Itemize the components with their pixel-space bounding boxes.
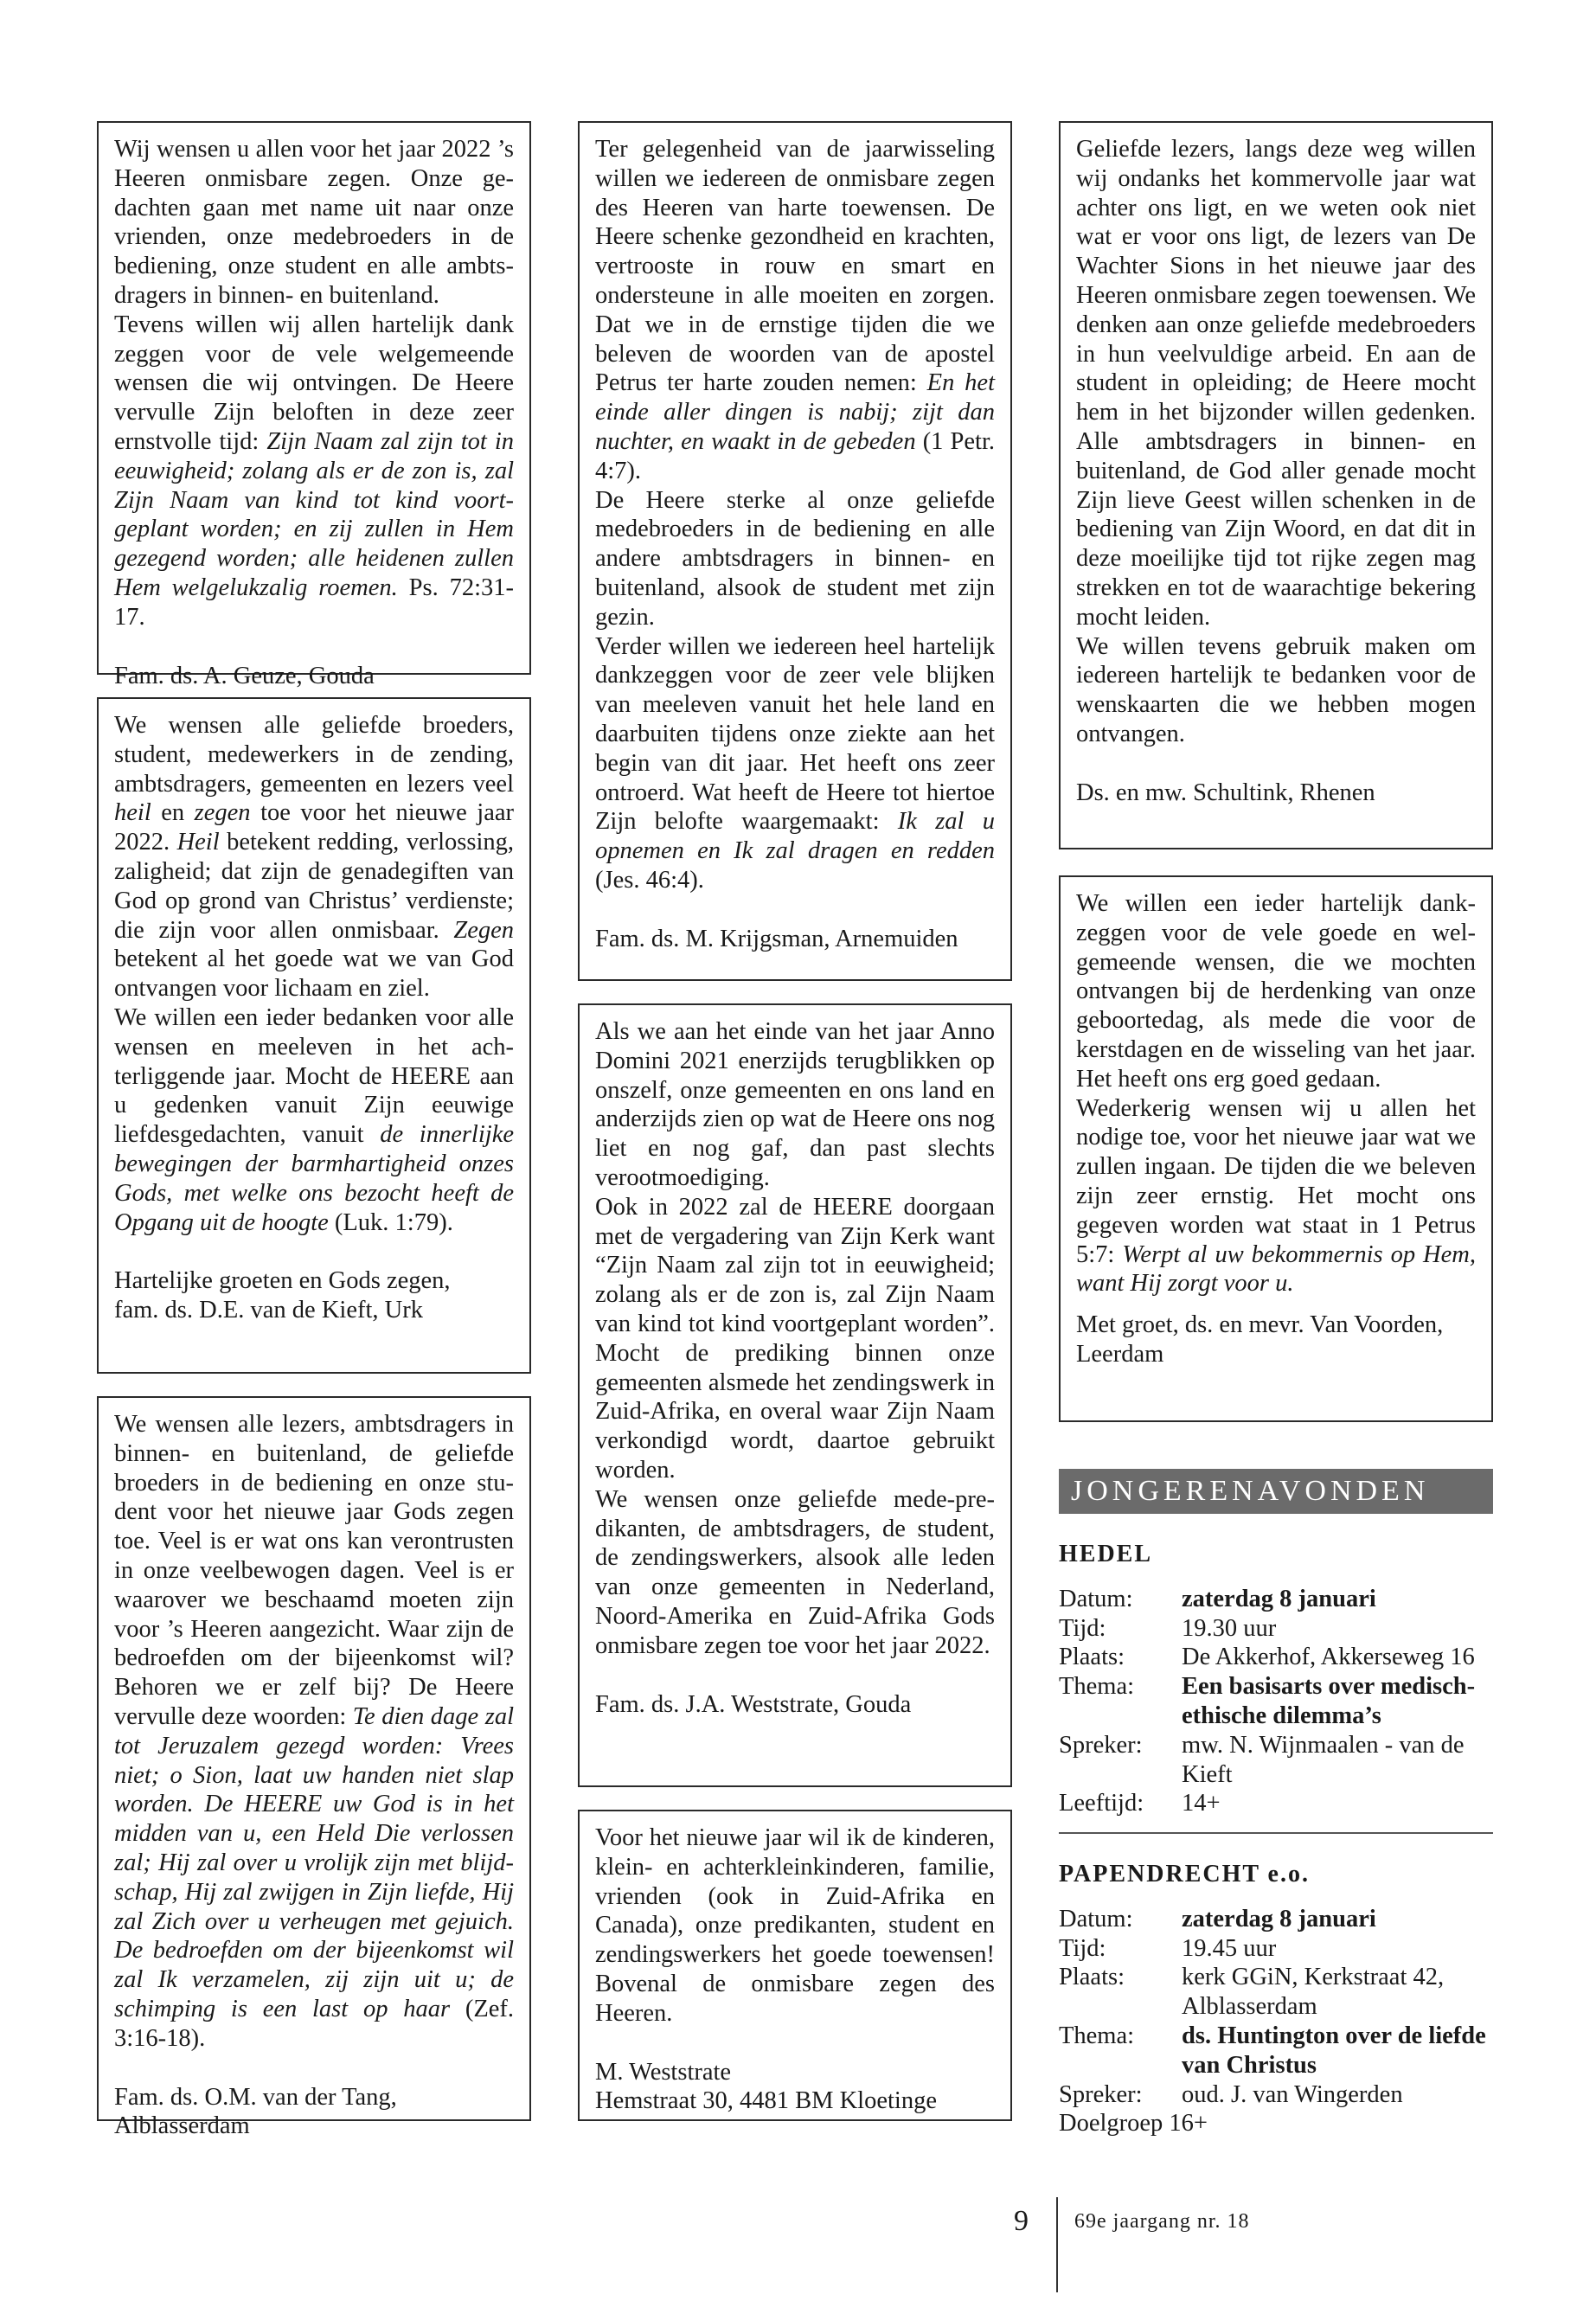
signature-line-2: Alblasserdam	[114, 2112, 250, 2140]
event-value: Een basisarts over medischethische dilemma’s	[1182, 1673, 1476, 1729]
event-place: PAPENDRECHT e.o.	[1059, 1861, 1310, 1888]
event-label: Datum:	[1059, 1905, 1133, 1932]
notice-geuze	[97, 121, 531, 689]
notice-van-der-tang	[97, 1396, 531, 2140]
notice-van-voorden	[1059, 875, 1493, 1422]
event-label: Plaats:	[1059, 1644, 1125, 1671]
event-row-theme	[1059, 1672, 1493, 1731]
notice-text: De Heere sterke al onze geliefde medebroeders in de bediening en alle andere ambtsdragers in binnen- en buitenland, alsook de student met zijn gezin.	[595, 486, 995, 631]
notice-text: We willen tevens gebruik maken om iedereen hartelijk te bedanken voor de wenskaarten die we hebben mogen ontvangen.	[1076, 632, 1476, 747]
event-divider	[1059, 1832, 1493, 1834]
notice-text: Wederkerig wensen wij u allen het nodige toe, voor het nieuwe jaar wat we zullen ingaan. De tijden die we beleven zijn zeer ernstig. Het mocht ons gegeven worden wat staat in 1 Petrus 5:7:	[1076, 1094, 1476, 1268]
event-value: 19.30 uur	[1182, 1614, 1277, 1642]
event-target-group: Doelgroep 16+	[1059, 2110, 1208, 2138]
event-row-date	[1059, 1585, 1493, 1614]
notice-text: Voor het nieuwe jaar wil ik de kinderen, klein- en achterkleinkinderen, familie, vrienden (ook in Zuid-Afrika en Canada), onze predikanten, student en zendingswerkers het goede toewensen! Bovenal de onmisbare zegen des Heeren.	[595, 1824, 995, 2027]
signature: Fam. ds. M. Krijgsman, Arnemuiden	[595, 925, 958, 952]
signature: Ds. en mw. Schultink, Rhenen	[1076, 779, 1375, 806]
event-value: De Akkerhof, Akkerseweg 16	[1182, 1644, 1475, 1671]
scripture-quote: Ik zal u opnemen en Ik zal dragen en redden	[595, 808, 995, 865]
signature: Fam. ds. O.M. van der Tang,	[114, 2083, 397, 2111]
signature: Fam. ds. A. Geuze, Gouda	[114, 662, 375, 689]
notice-text: betekent redding, verlossing, zaligheid; dat zijn de genadegiften van God op grond van Christus’ verdienste; die zijn voor allen onmisbaar.	[114, 829, 514, 944]
event-value: 19.45 uur	[1182, 1934, 1277, 1962]
event-row-time	[1059, 1934, 1493, 1964]
notice-text: toe voor het nieuwe jaar 2022.	[114, 799, 514, 856]
event-row-place	[1059, 1643, 1493, 1672]
event-value: zaterdag 8 januari	[1182, 1905, 1376, 1932]
event-value: 14+	[1182, 1790, 1221, 1817]
event-row-speaker	[1059, 2080, 1493, 2110]
event-place: HEDEL	[1059, 1541, 1153, 1567]
emphasis: heil	[114, 799, 151, 827]
notice-text: Verder willen we iedereen heel hartelijk dankzeggen voor de zeer vele blijken van meeleven vanuit het hele land en daarbuiten tijdens onze ziekte aan het begin van dit jaar. Het heeft ons zeer ontroerd. Wat heeft de Heere tot hiertoe Zijn belofte waargemaakt:	[595, 632, 995, 836]
scripture-ref: (Luk. 1:79).	[328, 1208, 453, 1236]
scripture-ref: Ps. 72:31-17.	[114, 574, 514, 631]
event-value: kerk GGiN, Kerkstraat 42, Alblasserdam	[1182, 1964, 1445, 2021]
event-label: Thema:	[1059, 2022, 1135, 2049]
notice-text: Ook in 2022 zal de HEERE doorgaan met de vergadering van Zijn Kerk want “Zijn Naam zal zijn tot in eeuwigheid; zolang als er de zon is, zal Zijn Naam van kind tot kind voortgeplant worden”. Mocht de prediking binnen onze gemeenten alsmede het zendingswerk in Zuid-Afrika, en overal waar Zijn Naam verkondigd wordt, daartoe gebruikt worden.	[595, 1193, 995, 1484]
notice-text: Als we aan het einde van het jaar Anno Domini 2021 enerzijds terugblikken op onszelf, onze gemeenten en ons land en anderzijds zien op wat de Heere ons nog liet en nog gaf, dan past slechts verootmoediging.	[595, 1018, 995, 1191]
event-label: Spreker:	[1059, 2080, 1143, 2108]
scripture-ref: (Zef. 3:16-18).	[114, 1995, 514, 2052]
footer-divider	[1056, 2197, 1058, 2292]
emphasis: zegen	[194, 799, 251, 827]
emphasis: Zegen	[453, 916, 514, 944]
event-label: Spreker:	[1059, 1731, 1143, 1759]
scripture-quote: de innerlijke bewegingen der barmhartigheid onzes Gods, met welke ons bezocht heeft de Opgang uit de hoogte	[114, 1121, 514, 1236]
issue-info: 69e jaargang nr. 18	[1074, 2210, 1250, 2233]
event-row-age	[1059, 1789, 1493, 1818]
scripture-quote: Werpt al uw bekommernis op Hem, want Hij zorgt voor u.	[1076, 1240, 1476, 1298]
event-papendrecht	[1059, 1860, 1493, 2138]
signature-line-2: fam. ds. D.E. van de Kieft, Urk	[114, 1297, 423, 1324]
event-label: Tijd:	[1059, 1614, 1106, 1642]
notice-text: Ter gelegenheid van de jaarwisseling willen we iedereen de onmisbare zegen des Heeren van harte toewensen. De Heere schenke gezondheid en krachten, vertrooste in rouw en smart en ondersteune in alle moeiten en zorgen. Dat we in de ernstige tijden die we beleven de woorden van de apostel Petrus ter harte zouden nemen:	[595, 136, 995, 397]
notice-text: betekent al het goede wat we van God ontvangen voor lichaam en ziel.	[114, 945, 514, 1003]
notice-text: We wensen onze geliefde mede-predikanten, de ambtsdragers, de student, de zendingswerkers, alsook alle leden van onze gemeenten in Nederland, Noord-Amerika en Zuid-Afrika Gods onmisbare zegen toe voor het jaar 2022.	[595, 1485, 995, 1659]
signature: M. Weststrate	[595, 2058, 732, 2086]
event-row-time	[1059, 1614, 1493, 1644]
emphasis: Heil	[176, 829, 220, 856]
page-number: 9	[1014, 2205, 1029, 2237]
notice-text: We wensen alle lezers, ambtsdragers in binnen- en buitenland, de geliefde broeders in de bediening en onze student voor het nieuwe jaar Gods zegen toe. Veel is er wat ons kan verontrusten in onze veelbewogen dagen. Veel is er waarover we beschaamd moeten zijn voor ’s Heeren aangezicht. Waar zijn de bedroefden om der bijeenkomst wil? Behoren we er zelf bij? De Heere vervulle deze woorden:	[114, 1411, 514, 1730]
event-label: Leeftijd:	[1059, 1790, 1144, 1817]
scripture-quote: Zijn Naam zal zijn tot in eeuwigheid; zolang als er de zon is, zal Zijn Naam van kind tot kind voortgeplant worden; en zij zullen in Hem gezegend worden; alle heidenen zullen Hem welgelukzalig roemen.	[114, 427, 514, 601]
signature-address: Hemstraat 30, 4481 BM Kloetinge	[595, 2087, 937, 2115]
notice-text: We wensen alle geliefde broeders, student, medewerkers in de zending, ambtsdragers, gemeenten en lezers veel	[114, 712, 514, 798]
scripture-quote: Te dien dage zal tot Jeruzalem gezegd worden: Vrees niet; o Sion, laat uw handen niet slap worden. De HEERE uw God is in het midden van u, een Held Die verlossen zal; Hij zal over u vrolijk zijn met blijdschap, Hij zal zwijgen in Zijn liefde, Hij zal Zich over u verheugen met gejuich. De bedroefden om der bijeenkomst wil zal Ik verzamelen, zij zijn uit u; de schimping is een last op haar	[114, 1702, 514, 2022]
signature-line-2: Leerdam	[1076, 1340, 1164, 1368]
notice-text: Tevens willen wij allen hartelijk dank zeggen voor de vele welgemeende wensen die wij ontvingen. De Heere vervulle Zijn beloften in deze zeer ernstvolle tijd:	[114, 311, 514, 455]
notice-schultink	[1059, 121, 1493, 849]
notice-text: Geliefde lezers, langs deze weg willen wij ondanks het kommervolle jaar wat achter ons ligt, en we weten ook niet wat er voor ons ligt, de lezers van De Wachter Sions in het nieuwe jaar des Heeren onmisbare zegen toewensen. We denken aan onze geliefde medebroeders in hun veelvuldige arbeid. En aan de student in opleiding; de Heere mocht hem in het bijzonder willen gedenken. Alle ambtsdragers in binnen- en buitenland, de God aller genade mocht Zijn lieve Geest willen schenken in de bediening van Zijn Woord, en dat dit in deze moeilijke tijd tot rijke zegen mag strekken en tot de waarachtige bekering mocht leiden.	[1076, 136, 1476, 631]
signature: Met groet, ds. en mevr. Van Voorden,	[1076, 1311, 1444, 1339]
event-row-place	[1059, 1963, 1493, 2022]
event-row-theme	[1059, 2022, 1493, 2080]
section-title-jongerenavonden: JONGERENAVONDEN	[1059, 1469, 1493, 1514]
event-label: Thema:	[1059, 1673, 1135, 1701]
notice-weststrate-kloetinge	[578, 1810, 1012, 2121]
event-row-speaker	[1059, 1731, 1493, 1790]
event-value: ds. Huntington over de liefde van Christus	[1182, 2022, 1486, 2079]
signature: Hartelijke groeten en Gods zegen,	[114, 1267, 451, 1295]
event-value: mw. N. Wijnmaalen - van de Kieft	[1182, 1731, 1465, 1788]
notice-weststrate-gouda	[578, 1003, 1012, 1787]
scripture-ref: (Jes. 46:4).	[595, 866, 704, 894]
event-value: zaterdag 8 januari	[1182, 1585, 1376, 1612]
event-hedel	[1059, 1540, 1493, 1818]
notice-krijgsman	[578, 121, 1012, 981]
notice-text: en	[151, 799, 195, 827]
scripture-ref: (1 Petr. 4:7).	[595, 427, 995, 484]
notice-text: We willen een ieder hartelijk dankzeggen voor de vele goede en welgemeende wensen, die we mochten ontvangen bij de herdenking van onze geboortedag, als mede die voor de kerstdagen en de wisseling van het jaar. Het heeft ons erg goed gedaan.	[1076, 890, 1476, 1093]
notice-van-de-kieft	[97, 697, 531, 1374]
notice-text: Wij wensen u allen voor het jaar 2022 ’s Heeren onmisbare zegen. Onze gedachten gaan met name uit naar onze vrienden, onze medebroeders in de bediening, onze student en alle ambtsdragers in binnen- en buitenland.	[114, 136, 514, 309]
notice-text: We willen een ieder bedanken voor alle wensen en meeleven in het achterliggende jaar. Mocht de HEERE aan u gedenken vanuit Zijn eeuwige liefdesgedachten, vanuit	[114, 1003, 514, 1149]
scripture-quote: En het einde aller dingen is nabij; zijt dan nuchter, en waakt in de gebeden	[595, 369, 995, 455]
signature: Fam. ds. J.A. Weststrate, Gouda	[595, 1690, 912, 1718]
event-value: oud. J. van Wingerden	[1182, 2080, 1403, 2108]
event-label: Tijd:	[1059, 1934, 1106, 1962]
event-row-date	[1059, 1905, 1493, 1934]
event-label: Datum:	[1059, 1585, 1133, 1612]
event-label: Plaats:	[1059, 1964, 1125, 1991]
